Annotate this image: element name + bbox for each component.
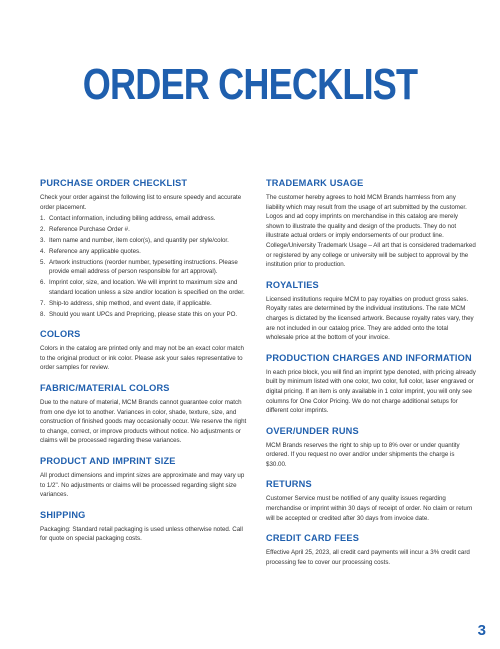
purchase-order-intro: Check your order against the following list to ensure speedy and accurate order placement. (40, 194, 242, 211)
returns-heading: RETURNS (266, 479, 312, 490)
list-item-number: 2. (40, 226, 46, 234)
list-item (40, 247, 250, 257)
credit-card-section (266, 533, 476, 567)
over-under-body: MCM Brands reserves the right to ship up to 8% over or under quantity ordered. If you request no over and/or under shipments the charge is $30.00. (266, 441, 460, 468)
list-item-text: Contact information, including billing address, email address. (49, 215, 216, 223)
list-item-text: Imprint color, size, and location. We will imprint to maximum size and standard location unless a size and/or location is specified on the order. (49, 279, 245, 296)
list-item-text: Reference any applicable quotes. (49, 247, 141, 255)
production-section (266, 353, 476, 416)
product-size-body: All product dimensions and imprint sizes are approximate and may vary up to 1/2". No adjustments or claims will be processed regarding slight size variances. (40, 471, 245, 499)
page-title: ORDER CHECKLIST (82, 60, 418, 109)
list-item-number: 5. (40, 258, 46, 266)
trademark-section (266, 178, 476, 270)
credit-card-body: Effective April 25, 2023, all credit card payments will incur a 3% credit card processing fee to cover our processing costs. (266, 549, 470, 566)
fabric-section (40, 383, 250, 446)
colors-body: Colors in the catalog are printed only and may not be an exact color match to the original product or ink color. Please ask your sales representative to order samples for review. (40, 345, 244, 372)
list-item (40, 225, 250, 235)
list-item-text: Should you want UPCs and Prepricing, please state this on your PO. (49, 310, 238, 318)
returns-section (266, 479, 476, 523)
list-item (40, 236, 250, 246)
page-number: 3 (477, 622, 486, 639)
list-item-number: 6. (40, 279, 46, 287)
production-heading: PRODUCTION CHARGES AND INFORMATION (266, 352, 472, 363)
over-under-section (266, 426, 476, 470)
list-item (40, 214, 250, 224)
colors-heading: COLORS (40, 329, 81, 340)
fabric-heading: FABRIC/MATERIAL COLORS (40, 382, 170, 393)
colors-section (40, 329, 250, 373)
purchase-order-list (40, 214, 250, 319)
product-size-heading: PRODUCT AND IMPRINT SIZE (40, 455, 176, 466)
shipping-body: Packaging: Standard retail packaging is used unless otherwise noted. Call for quote on special packaging costs. (40, 525, 243, 543)
purchase-order-heading: PURCHASE ORDER CHECKLIST (40, 178, 188, 188)
left-column (40, 178, 250, 554)
trademark-heading: TRADEMARK USAGE (266, 178, 364, 188)
purchase-order-section (40, 178, 250, 319)
list-item-number: 8. (40, 310, 46, 318)
list-item-text: Artwork instructions (reorder number, typesetting instructions. Please provide email address of person responsible for art approval). (49, 258, 238, 276)
trademark-body: The customer hereby agrees to hold MCM Brands harmless from any liability which may result from the usage of art submitted by the customer. Logos and ad copy imprints on merchandise in this catalog are merely shown to illustrate the quality and design of the products. They do not illustrate actual orders or imply endorsements of our product line. College/University Trademark Usage – All art that is considered trademarked or registered by any college or university will be subject to approval by the institution prior to production. (266, 194, 476, 269)
list-item-number: 4. (40, 247, 46, 255)
list-item-number: 1. (40, 215, 46, 223)
list-item-number: 3. (40, 236, 46, 244)
list-item (40, 258, 250, 277)
product-size-section (40, 456, 250, 500)
returns-body: Customer Service must be notified of any quality issues regarding merchandise or imprint within 30 days of receipt of order. No claim or return will be accepted or credited after 30 days from invoice date. (266, 495, 473, 522)
production-body: In each price block, you will find an imprint type denoted, with pricing already built by minimum listed with one color, two color, full color, laser engraved or digital pricing. If an item is only available in 1 color imprint, you will only see columns for One Color Pricing. We do not charge additional setups for different color imprints. (266, 368, 476, 415)
royalties-heading: ROYALTIES (266, 279, 319, 290)
fabric-body: Due to the nature of material, MCM Brands cannot guarantee color match from one dye lot to another. Variances in color, shade, texture, size, and construction of finished goods may occasionally occur. We reserve the right to change, correct, or improve products without notice. No adjustments or claims will be processed regarding these variances. (40, 398, 247, 445)
list-item-number: 7. (40, 299, 46, 307)
list-item (40, 299, 250, 309)
list-item-text: Ship-to address, ship method, and event date, if applicable. (49, 299, 212, 307)
over-under-heading: OVER/UNDER RUNS (266, 425, 359, 436)
list-item-text: Item name and number, item color(s), and quantity per style/color. (49, 236, 229, 244)
royalties-body: Licensed institutions require MCM to pay royalties on product gross sales. Royalty rates are determined by the individual institutions. The rate MCM charges is dictated by the licensed artwork. Because royalty rates vary, they are not included in our catalog price. They are added onto the total wholesale price at the bottom of your invoice. (266, 295, 474, 342)
list-item-text: Reference Purchase Order #. (49, 226, 130, 234)
credit-card-heading: CREDIT CARD FEES (266, 533, 360, 544)
list-item (40, 310, 250, 320)
royalties-section (266, 280, 476, 343)
shipping-heading: SHIPPING (40, 509, 86, 520)
list-item (40, 278, 250, 297)
shipping-section (40, 510, 250, 544)
right-column (266, 178, 476, 577)
